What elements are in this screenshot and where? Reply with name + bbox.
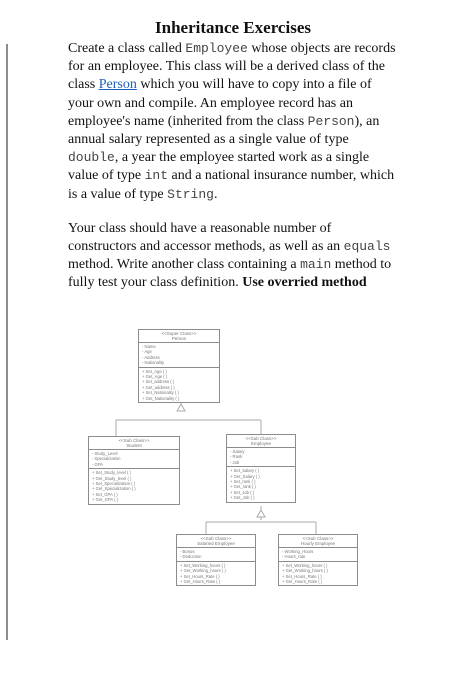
attribute-line: - Address: [142, 354, 160, 360]
attribute-line: - Salary: [230, 449, 245, 454]
text-run: Your class should have a reasonable number of constructors and accessor methods, as well as an: [68, 220, 344, 255]
inline-code: Employee: [185, 41, 248, 56]
method-line: + Get_Age ( ): [142, 374, 168, 380]
attribute-line: - Specialization: [92, 456, 121, 462]
inline-code: main: [300, 257, 332, 273]
class-attributes: [89, 450, 179, 469]
uml-class-person: [138, 329, 220, 403]
attribute-line: - Rank: [230, 454, 243, 460]
method-line: + Set_Job ( ): [230, 489, 255, 495]
inline-code: Person: [307, 113, 355, 129]
class-stereotype: <<Super Class>>: [161, 331, 197, 336]
attribute-line: - Job: [230, 459, 240, 465]
class-methods: [227, 467, 295, 501]
class-attributes: [177, 548, 255, 562]
method-line: + Get_Job ( ): [230, 495, 255, 501]
class-name: Student: [126, 443, 142, 448]
method-line: + Set_Nationality ( ): [142, 390, 179, 396]
method-line: + Get_Hours_Rate ( ): [180, 579, 221, 585]
document-body: [68, 18, 398, 293]
text-run: which you will have to copy into a file of your own and compile. An employee record has an employee's name (inherited from the class: [68, 77, 372, 129]
class-methods: [177, 562, 255, 586]
method-line: + Get_Specialization ( ): [92, 486, 136, 492]
method-line: + Get_Nationality ( ): [142, 395, 180, 401]
attribute-line: - Study_Level: [92, 451, 118, 456]
uml-class-diagram: [86, 324, 374, 604]
method-line: + Set_Salary ( ): [230, 468, 260, 474]
uml-class-hourly-employee: [278, 534, 358, 586]
inline-code: double: [68, 150, 115, 166]
text-run: Create a class called: [68, 41, 186, 56]
text-run: method. Write another class containing a: [68, 257, 301, 273]
text-run: , a year the employee started work as a single value of type: [68, 150, 370, 184]
class-attributes: [227, 448, 295, 467]
method-line: + Get_Salary ( ): [230, 473, 260, 479]
left-border: [6, 44, 8, 640]
method-line: + Get_Study_level ( ): [92, 475, 132, 481]
class-attributes: [139, 343, 219, 368]
uml-class-employee: [226, 434, 296, 503]
paragraph-requirements: [68, 220, 398, 293]
method-line: + Set_rank ( ): [230, 479, 256, 485]
text-run: method to fully test your class definition.: [68, 257, 392, 291]
paragraph-gap: [68, 204, 398, 220]
method-line: + Get_address ( ): [142, 384, 175, 390]
method-line: + Get_Hours_Rate ( ): [282, 579, 323, 585]
class-methods: [89, 469, 179, 503]
method-line: + Get_Working_hours ( ): [180, 568, 226, 574]
inheritance-arrow-employee: [257, 510, 265, 517]
inline-code: int: [144, 168, 168, 184]
method-line: + Set_Hours_Rate ( ): [282, 573, 322, 579]
attribute-line: - Bonus: [180, 549, 195, 554]
method-line: + Set_Hours_Rate ( ): [180, 573, 220, 579]
class-name: Employee: [250, 441, 271, 446]
uml-class-student: [88, 436, 180, 505]
method-line: + Set_Working_hours ( ): [180, 562, 226, 568]
emphasis-text: Use overried method: [242, 275, 367, 291]
class-name: Hourly Employee: [300, 541, 336, 546]
class-attributes: [279, 548, 357, 562]
class-stereotype: <<Sub Class>>: [302, 536, 334, 541]
attribute-line: - Nationality: [142, 360, 165, 366]
method-line: + Set_Age ( ): [142, 368, 167, 374]
inline-code: String: [167, 186, 214, 202]
page-title: Inheritance Exercises: [155, 18, 311, 37]
attribute-line: - Deduction: [180, 554, 202, 560]
text-run: .: [213, 186, 218, 202]
inheritance-arrow-person: [177, 404, 185, 411]
method-line: + Set_Specialization ( ): [92, 481, 136, 487]
class-methods: [279, 562, 357, 586]
method-line: + Set_GPA ( ): [92, 491, 118, 497]
method-line: + Set_Working_hours ( ): [282, 562, 328, 568]
paragraph-employee-description: [68, 40, 398, 204]
text-run: and a national insurance number, which is a value of type: [68, 168, 395, 202]
method-line: + Set_Study_level ( ): [92, 470, 131, 476]
text-run: ), an annual salary represented as a single value of type: [68, 113, 380, 148]
inline-code: equals: [343, 239, 391, 255]
class-stereotype: <<Sub Class>>: [200, 536, 232, 541]
person-class-link[interactable]: Person: [98, 77, 137, 93]
attribute-line: - Age: [142, 349, 152, 355]
attribute-line: - Name: [142, 344, 156, 349]
attribute-line: - GPA: [92, 461, 104, 467]
method-line: + Set_address ( ): [142, 379, 175, 385]
method-line: + Get_GPA ( ): [92, 497, 119, 503]
attribute-line: - Working_Hours: [282, 549, 314, 554]
class-name: Person: [171, 336, 187, 341]
class-methods: [139, 368, 219, 402]
class-stereotype: <<Sub Class>>: [118, 438, 150, 443]
method-line: + Get_rank ( ): [230, 484, 256, 490]
method-line: + Get_Working_hours ( ): [282, 568, 328, 574]
class-stereotype: <<Sub Class>>: [245, 436, 277, 441]
uml-class-salaried-employee: [176, 534, 256, 586]
text-run: whose objects are records for an employee. This class will be a derived class of the class: [68, 41, 396, 93]
attribute-line: - Hours_rate: [282, 554, 306, 560]
class-name: Salaried Employee: [197, 541, 235, 546]
